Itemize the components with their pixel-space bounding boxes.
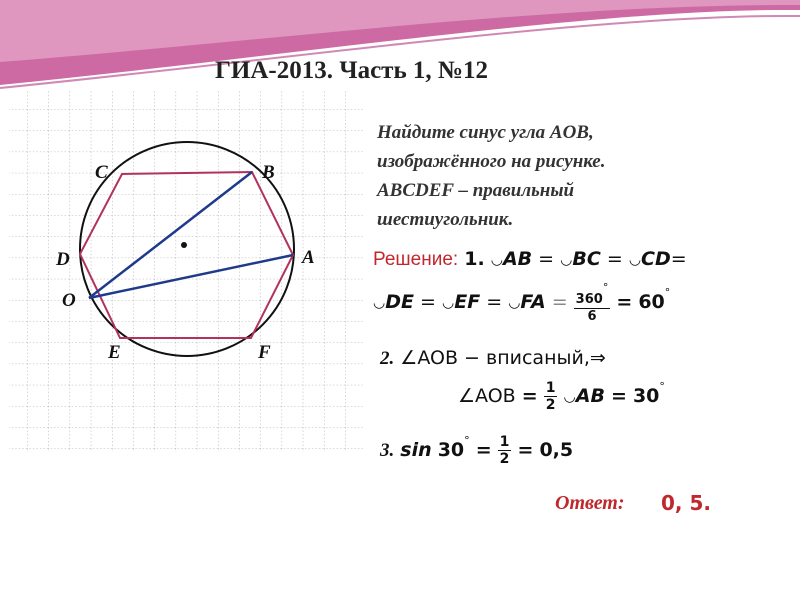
result-30: 30	[632, 385, 660, 407]
arc-de: DE	[385, 291, 414, 313]
sin-function: sin	[400, 439, 432, 461]
equals-sign: =	[517, 439, 534, 461]
arc-icon: ◡	[508, 295, 521, 311]
angle-icon: ∠	[400, 347, 418, 369]
implies-icon: ⇒	[589, 347, 606, 369]
result-60: 60	[638, 291, 665, 313]
result-0-5: 0,5	[539, 439, 574, 461]
arc-icon: ◡	[373, 295, 386, 311]
arc-icon: ◡	[628, 252, 642, 268]
equals-sign: =	[616, 291, 633, 313]
fraction-denominator: 6	[587, 309, 597, 324]
angle-icon: ∠	[458, 385, 476, 407]
fraction-numerator: 1	[545, 380, 556, 396]
problem-line-4: шестиугольник.	[377, 209, 514, 230]
fraction-one-half	[498, 434, 512, 467]
problem-statement	[377, 118, 787, 234]
geometry-figure	[6, 88, 376, 458]
answer-label: Ответ:	[555, 492, 625, 514]
dash: −	[464, 347, 480, 369]
equals-sign: =	[670, 248, 687, 270]
label-a: A	[302, 247, 315, 268]
label-c: C	[95, 162, 108, 183]
arc-ab: AB	[575, 385, 605, 407]
angle-aob: AOB	[417, 347, 458, 369]
arc-icon: ◡	[560, 252, 573, 268]
equals-sign: =	[610, 385, 627, 407]
equals-sign: =	[486, 291, 503, 313]
label-f: F	[258, 342, 271, 363]
label-b: B	[262, 162, 275, 183]
solution-step2-line1	[380, 347, 606, 370]
step3-number: 3.	[380, 440, 395, 461]
equals-sign: =	[420, 291, 436, 313]
equals-sign: =	[538, 248, 555, 270]
equals-sign: =	[475, 439, 492, 461]
arc-icon: ◡	[563, 389, 576, 405]
fraction-360-6	[574, 280, 611, 325]
label-d: D	[56, 249, 70, 270]
grid-background	[9, 90, 364, 452]
arc-ef: EF	[454, 291, 481, 313]
fraction-one-half	[544, 380, 558, 413]
label-o: O	[62, 290, 76, 311]
arc-fa: FA	[520, 291, 546, 313]
answer-value: 0, 5.	[661, 491, 711, 515]
degree-sign: °	[464, 434, 470, 447]
label-e: E	[108, 342, 121, 363]
fraction-denominator: 2	[545, 397, 556, 413]
center-dot	[181, 242, 187, 248]
problem-line-3: ABCDEF – правильный	[377, 180, 575, 201]
solution-step2-line2	[458, 380, 665, 413]
arc-icon: ◡	[490, 252, 503, 268]
inscribed-text: вписаный,	[486, 347, 590, 369]
equals-sign: =	[606, 248, 623, 270]
solution-step1-line2	[373, 280, 670, 325]
arc-cd: CD	[641, 248, 671, 270]
step2-number: 2.	[380, 348, 395, 369]
arc-icon: ◡	[442, 295, 455, 311]
arc-bc: BC	[572, 248, 601, 270]
fraction-numerator: 1	[499, 434, 510, 450]
equals-sign: =	[521, 385, 538, 407]
angle-aob: AOB	[475, 385, 516, 407]
page-title: ГИА-2013. Часть 1, №12	[215, 57, 489, 84]
solution-step1-line1	[373, 248, 687, 271]
problem-line-1: Найдите синус угла AOB,	[377, 122, 594, 143]
problem-line-2: изображённого на рисунке.	[377, 151, 606, 172]
arc-ab: AB	[502, 248, 533, 270]
fraction-numerator: 360	[575, 292, 603, 307]
solution-step3	[380, 434, 573, 467]
sin-argument: 30	[437, 439, 465, 461]
degree-sign: °	[602, 281, 609, 294]
solution-label: Решение:	[373, 249, 459, 270]
step1-number: 1.	[464, 248, 485, 270]
equals-sign: =	[551, 291, 568, 313]
degree-sign: °	[659, 380, 665, 393]
degree-sign: °	[664, 286, 671, 299]
fraction-denominator: 2	[499, 451, 510, 467]
